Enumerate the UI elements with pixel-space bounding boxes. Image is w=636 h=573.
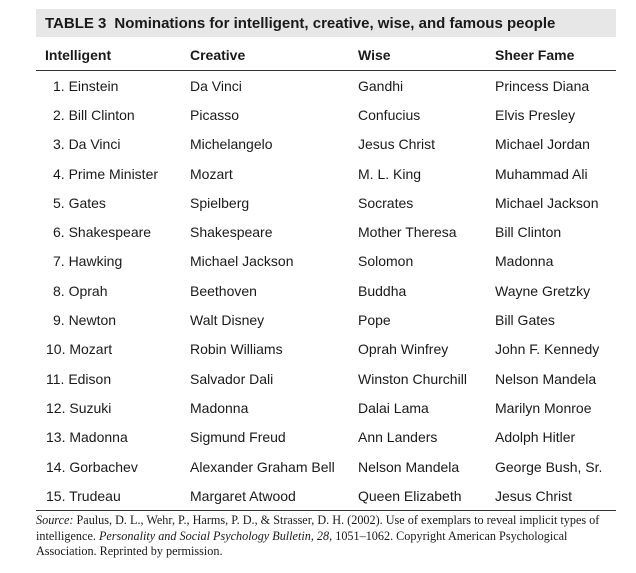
cell-sheer-fame: Elvis Presley — [495, 106, 576, 123]
cell-sheer-fame: Princess Diana — [495, 77, 590, 94]
cell-intelligent: 1. Einstein — [53, 77, 119, 94]
table-row — [36, 159, 616, 188]
cell-intelligent: 2. Bill Clinton — [53, 106, 135, 123]
cell-wise: Jesus Christ — [358, 136, 436, 153]
cell-sheer-fame: Jesus Christ — [495, 481, 616, 511]
cell-intelligent: 3. Da Vinci — [53, 136, 121, 153]
cell-sheer-fame: Adolph Hitler — [495, 429, 576, 446]
cell-wise: Queen Elizabeth — [358, 481, 495, 511]
cell-intelligent: 7. Hawking — [53, 253, 123, 270]
cell-intelligent: 5. Gates — [53, 194, 106, 211]
cell-sheer-fame: Marilyn Monroe — [495, 399, 592, 416]
cell-creative: Salvador Dali — [190, 370, 274, 387]
cell-creative: Robin Williams — [190, 341, 283, 358]
cell-sheer-fame: Wayne Gretzky — [495, 282, 591, 299]
cell-sheer-fame: Nelson Mandela — [495, 370, 597, 387]
cell-intelligent: 10. Mozart — [46, 341, 113, 358]
cell-creative: Michelangelo — [190, 136, 273, 153]
table-caption — [36, 9, 616, 37]
table-row — [36, 217, 616, 246]
nominations-table — [36, 40, 616, 511]
cell-creative: Madonna — [190, 399, 249, 416]
cell-wise: Nelson Mandela — [358, 458, 460, 475]
cell-creative: Da Vinci — [190, 77, 242, 94]
cell-intelligent: 8. Oprah — [53, 282, 108, 299]
table-row — [36, 247, 616, 276]
cell-wise: Solomon — [358, 253, 414, 270]
cell-creative: Spielberg — [190, 194, 250, 211]
cell-wise: Winston Churchill — [358, 370, 467, 387]
table-row — [36, 335, 616, 364]
table-row — [36, 364, 616, 393]
table-row — [36, 130, 616, 159]
cell-wise: Mother Theresa — [358, 224, 457, 241]
cell-wise: Gandhi — [358, 77, 404, 94]
cell-wise: Confucius — [358, 106, 421, 123]
table-header-row — [36, 40, 616, 71]
table-body — [36, 71, 616, 511]
column-header-sheer-fame: Sheer Fame — [495, 40, 616, 71]
cell-wise: Ann Landers — [358, 429, 438, 446]
table-title: Nominations for intelligent, creative, wise, and famous people — [114, 14, 556, 32]
cell-sheer-fame: Bill Gates — [495, 312, 555, 329]
cell-wise: Buddha — [358, 282, 407, 299]
cell-wise: Pope — [358, 312, 391, 329]
source-journal: Personality and Social Psychology Bulletin, 28, — [98, 528, 333, 543]
cell-wise: Oprah Winfrey — [358, 341, 449, 358]
table-source-note — [36, 513, 606, 560]
cell-sheer-fame: Madonna — [495, 253, 554, 270]
cell-creative: Beethoven — [190, 282, 257, 299]
cell-creative: Sigmund Freud — [190, 429, 286, 446]
table-row — [36, 481, 616, 511]
table-row — [36, 276, 616, 305]
cell-intelligent: 4. Prime Minister — [53, 165, 159, 182]
cell-intelligent: 13. Madonna — [46, 429, 128, 446]
table-row — [36, 71, 616, 101]
cell-creative: Michael Jackson — [190, 253, 294, 270]
cell-sheer-fame: Bill Clinton — [495, 224, 562, 241]
column-header-intelligent: Intelligent — [36, 40, 190, 71]
cell-intelligent: 11. Edison — [46, 370, 112, 387]
source-rest: 1051–1062. Copyright American Psychological Association. Reprinted by permission. — [36, 528, 568, 558]
cell-wise: Dalai Lama — [358, 399, 429, 416]
cell-sheer-fame: Michael Jordan — [495, 136, 590, 153]
source-label: Source: — [36, 513, 74, 527]
table-row — [36, 188, 616, 217]
cell-creative: Shakespeare — [190, 224, 273, 241]
table-row — [36, 452, 616, 481]
cell-sheer-fame: George Bush, Sr. — [495, 458, 603, 475]
cell-intelligent: 9. Newton — [53, 312, 117, 329]
cell-sheer-fame: Muhammad Ali — [495, 165, 588, 182]
cell-wise: M. L. King — [358, 165, 422, 182]
cell-creative: Picasso — [190, 106, 240, 123]
cell-creative: Walt Disney — [190, 312, 265, 329]
cell-wise: Socrates — [358, 194, 414, 211]
source-authors: Paulus, D. L., Wehr, P., Harms, P. D., & Strasser, D. H. (2002). Use of exemplars to reveal implicit types of intelligence. — [36, 513, 600, 543]
table-row — [36, 393, 616, 422]
cell-sheer-fame: John F. Kennedy — [495, 341, 600, 358]
cell-intelligent: 14. Gorbachev — [46, 458, 138, 475]
cell-intelligent: 12. Suzuki — [46, 399, 112, 416]
column-header-wise: Wise — [358, 40, 495, 71]
cell-sheer-fame: Michael Jackson — [495, 194, 599, 211]
column-header-creative: Creative — [190, 40, 358, 71]
table-row — [36, 423, 616, 452]
table-number: TABLE 3 — [45, 14, 107, 32]
cell-intelligent: 15. Trudeau — [36, 481, 190, 511]
cell-creative: Mozart — [190, 165, 233, 182]
table-row — [36, 305, 616, 334]
cell-creative: Alexander Graham Bell — [190, 458, 335, 475]
cell-intelligent: 6. Shakespeare — [53, 224, 152, 241]
table-row — [36, 100, 616, 129]
cell-creative: Margaret Atwood — [190, 481, 358, 511]
